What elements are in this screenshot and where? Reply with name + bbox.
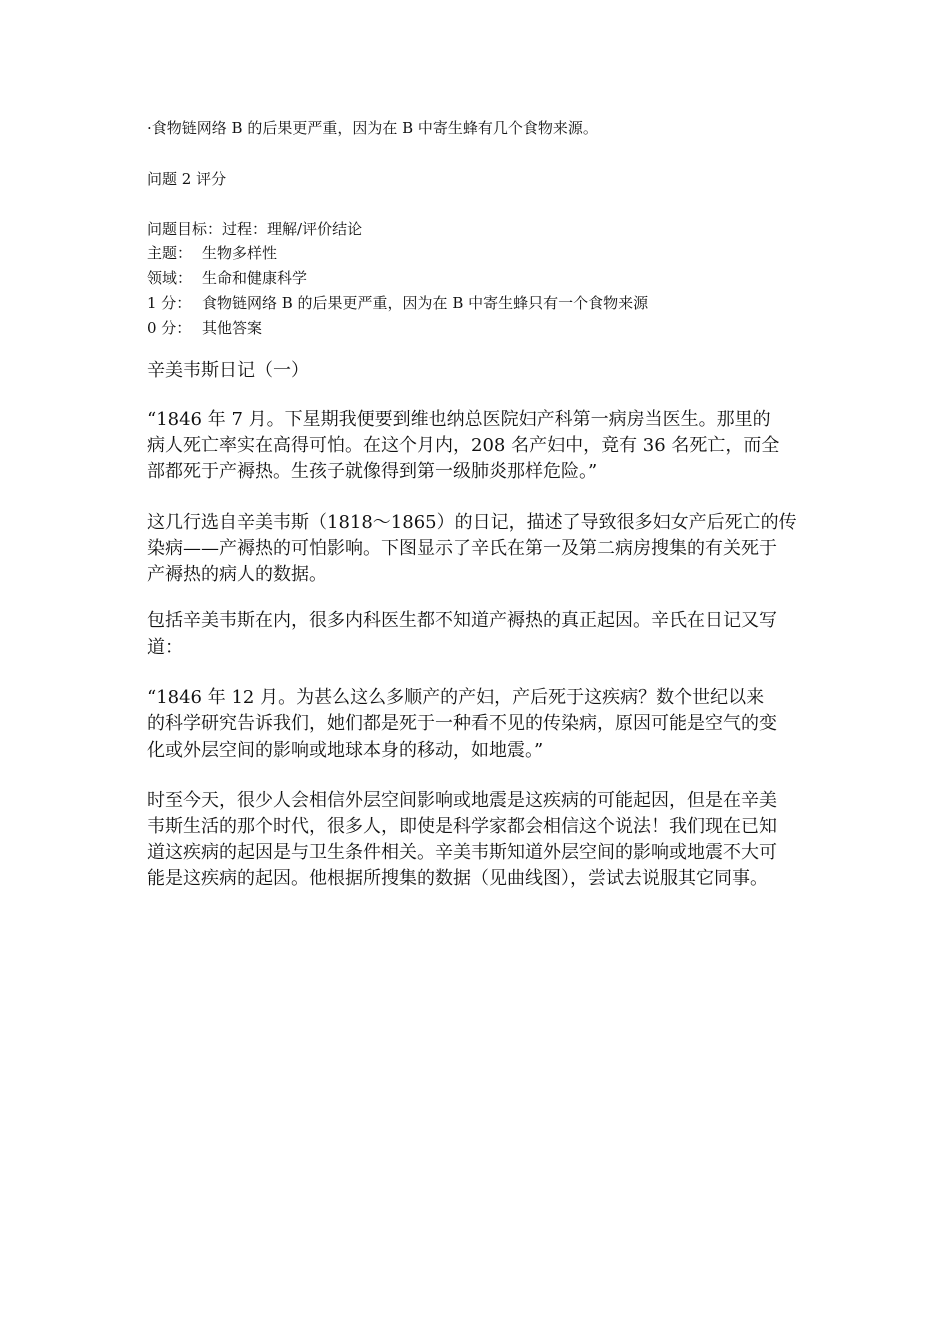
paragraph-line: 化或外层空间的影响或地球本身的移动，如地震。” — [147, 740, 544, 761]
paragraph-line: 病人死亡率实在高得可怕。在这个月内，208 名产妇中，竟有 36 名死亡，而全 — [147, 435, 780, 456]
scoring-row-value: 生物多样性 — [202, 244, 278, 262]
scoring-row — [147, 318, 262, 338]
previous-answer-text: ·食物链网络 B 的后果更严重，因为在 B 中寄生蜂有几个食物来源。 — [147, 119, 598, 137]
paragraph-line: 道这疾病的起因是与卫生条件相关。辛美韦斯知道外层空间的影响或地震不大可 — [147, 842, 777, 863]
paragraph-line: 韦斯生活的那个时代，很多人，即使是科学家都会相信这个说法！我们现在已知 — [147, 816, 777, 837]
scoring-row-label: 问题目标： — [147, 220, 223, 238]
paragraph-line: “1846 年 7 月。下星期我便要到维也纳总医院妇产科第一病房当医生。那里的 — [147, 409, 771, 430]
paragraph-line: 道： — [147, 637, 183, 658]
paragraph-line: 时至今天，很少人会相信外层空间影响或地震是这疾病的可能起因，但是在辛美 — [147, 790, 777, 811]
scoring-row-value: 生命和健康科学 — [202, 269, 308, 287]
scoring-row-label: 领域： — [147, 269, 193, 287]
scoring-row-label: 1 分： — [147, 294, 192, 312]
paragraph-line: 包括辛美韦斯在内，很多内科医生都不知道产褥热的真正起因。辛氏在日记又写 — [147, 610, 777, 631]
paragraph-line: “1846 年 12 月。为甚么这么多顺产的产妇，产后死于这疾病？数个世纪以来 — [147, 687, 765, 708]
paragraph-line: 部都死于产褥热。生孩子就像得到第一级肺炎那样危险。” — [147, 461, 598, 482]
paragraph-line: 这几行选自辛美韦斯（1818～1865）的日记，描述了导致很多妇女产后死亡的传 — [147, 512, 797, 533]
scoring-row-label: 0 分： — [147, 319, 192, 337]
scoring-row-label: 主题： — [147, 244, 193, 262]
article-title: 辛美韦斯日记（一） — [147, 360, 309, 381]
scoring-row-value: 食物链网络 B 的后果更严重，因为在 B 中寄生蜂只有一个食物来源 — [202, 294, 649, 312]
scoring-row — [147, 293, 648, 313]
paragraph-line: 的科学研究告诉我们，她们都是死于一种看不见的传染病，原因可能是空气的变 — [147, 713, 777, 734]
scoring-row — [147, 243, 277, 263]
scoring-heading: 问题 2 评分 — [147, 170, 227, 188]
paragraph-line: 能是这疾病的起因。他根据所搜集的数据（见曲线图），尝试去说服其它同事。 — [147, 868, 768, 889]
scoring-row-value: 其他答案 — [202, 319, 263, 337]
scoring-row — [147, 219, 362, 239]
scoring-row — [147, 268, 307, 288]
paragraph-line: 产褥热的病人的数据。 — [147, 564, 327, 585]
paragraph-line: 染病——产褥热的可怕影响。下图显示了辛氏在第一及第二病房搜集的有关死于 — [147, 538, 777, 559]
scoring-row-value: 过程：理解/评价结论 — [222, 220, 363, 238]
